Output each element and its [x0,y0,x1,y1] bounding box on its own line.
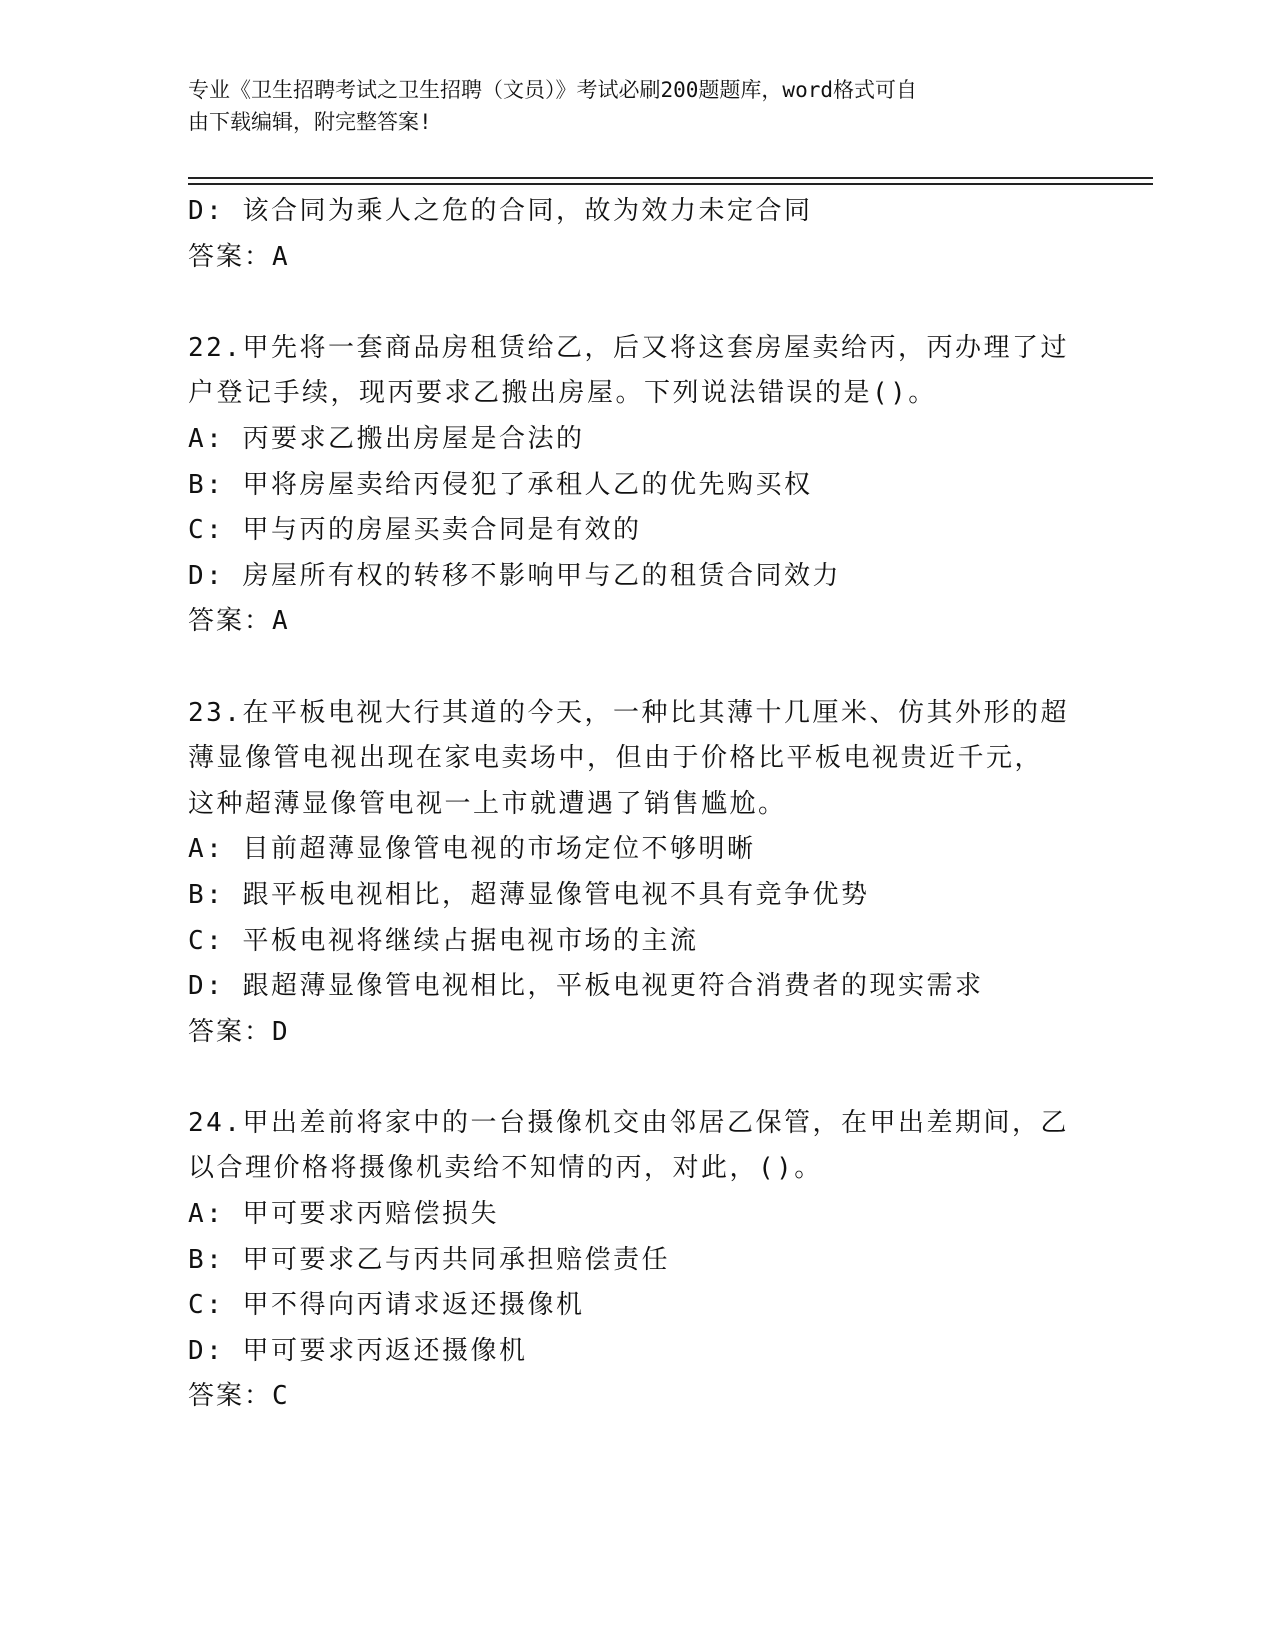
spacer [188,280,1088,326]
document-header [188,74,1068,138]
option-b: B: 甲将房屋卖给丙侵犯了承租人乙的优先购买权 [188,469,813,500]
option-d: D: 房屋所有权的转移不影响甲与乙的租赁合同效力 [188,560,841,591]
answer-value: A [272,606,289,637]
answer-line [188,1010,1088,1056]
question-stem-line: 户登记手续，现丙要求乙搬出房屋。下列说法错误的是()。 [188,378,937,409]
question-24 [188,1101,1088,1420]
answer-value: D [272,1016,289,1047]
header-divider-top [188,177,1153,179]
question-stem-line: 薄显像管电视出现在家电卖场中，但由于价格比平板电视贵近千元， [188,743,1044,774]
header-line-1: 专业《卫生招聘考试之卫生招聘（文员）》考试必刷200题题库，word格式可自 [188,78,917,102]
question-stem-line: 这种超薄显像管电视一上市就遭遇了销售尴尬。 [188,788,787,819]
answer-value: C [272,1381,289,1412]
document-body [188,189,1088,1420]
question-22 [188,326,1088,645]
option-c: C: 甲不得向丙请求返还摄像机 [188,1290,585,1321]
header-divider-bottom [188,183,1153,185]
answer-label: 答案： [188,241,273,272]
carryover-option-d: D: 该合同为乘人之危的合同，故为效力未定合同 [188,196,813,226]
question-stem-line: 22.甲先将一套商品房租赁给乙，后又将这套房屋卖给丙，丙办理了过 [188,332,1069,363]
answer-value: A [272,241,289,272]
option-a: A: 丙要求乙搬出房屋是合法的 [188,423,585,454]
option-a: A: 甲可要求丙赔偿损失 [188,1199,499,1230]
spacer [188,1055,1088,1101]
answer-line [188,599,1088,645]
option-c: C: 甲与丙的房屋买卖合同是有效的 [188,515,642,546]
option-d: D: 甲可要求丙返还摄像机 [188,1335,528,1366]
question-stem-line: 以合理价格将摄像机卖给不知情的丙，对此，()。 [188,1153,823,1184]
question-stem-line: 23.在平板电视大行其道的今天，一种比其薄十几厘米、仿其外形的超 [188,697,1069,728]
answer-label: 答案： [188,1016,273,1047]
option-d: D: 跟超薄显像管电视相比，平板电视更符合消费者的现实需求 [188,971,984,1002]
spacer [188,645,1088,691]
answer-label: 答案： [188,606,273,637]
option-b: B: 甲可要求乙与丙共同承担赔偿责任 [188,1244,670,1275]
question-stem-line: 24.甲出差前将家中的一台摄像机交由邻居乙保管，在甲出差期间，乙 [188,1107,1069,1138]
carryover-answer [188,235,1088,281]
header-line-2: 由下载编辑，附完整答案! [188,110,432,134]
answer-label: 答案： [188,1381,273,1412]
option-b: B: 跟平板电视相比，超薄显像管电视不具有竞争优势 [188,879,870,910]
option-c: C: 平板电视将继续占据电视市场的主流 [188,925,699,956]
option-a: A: 目前超薄显像管电视的市场定位不够明晰 [188,834,756,865]
question-23 [188,691,1088,1056]
answer-line [188,1374,1088,1420]
